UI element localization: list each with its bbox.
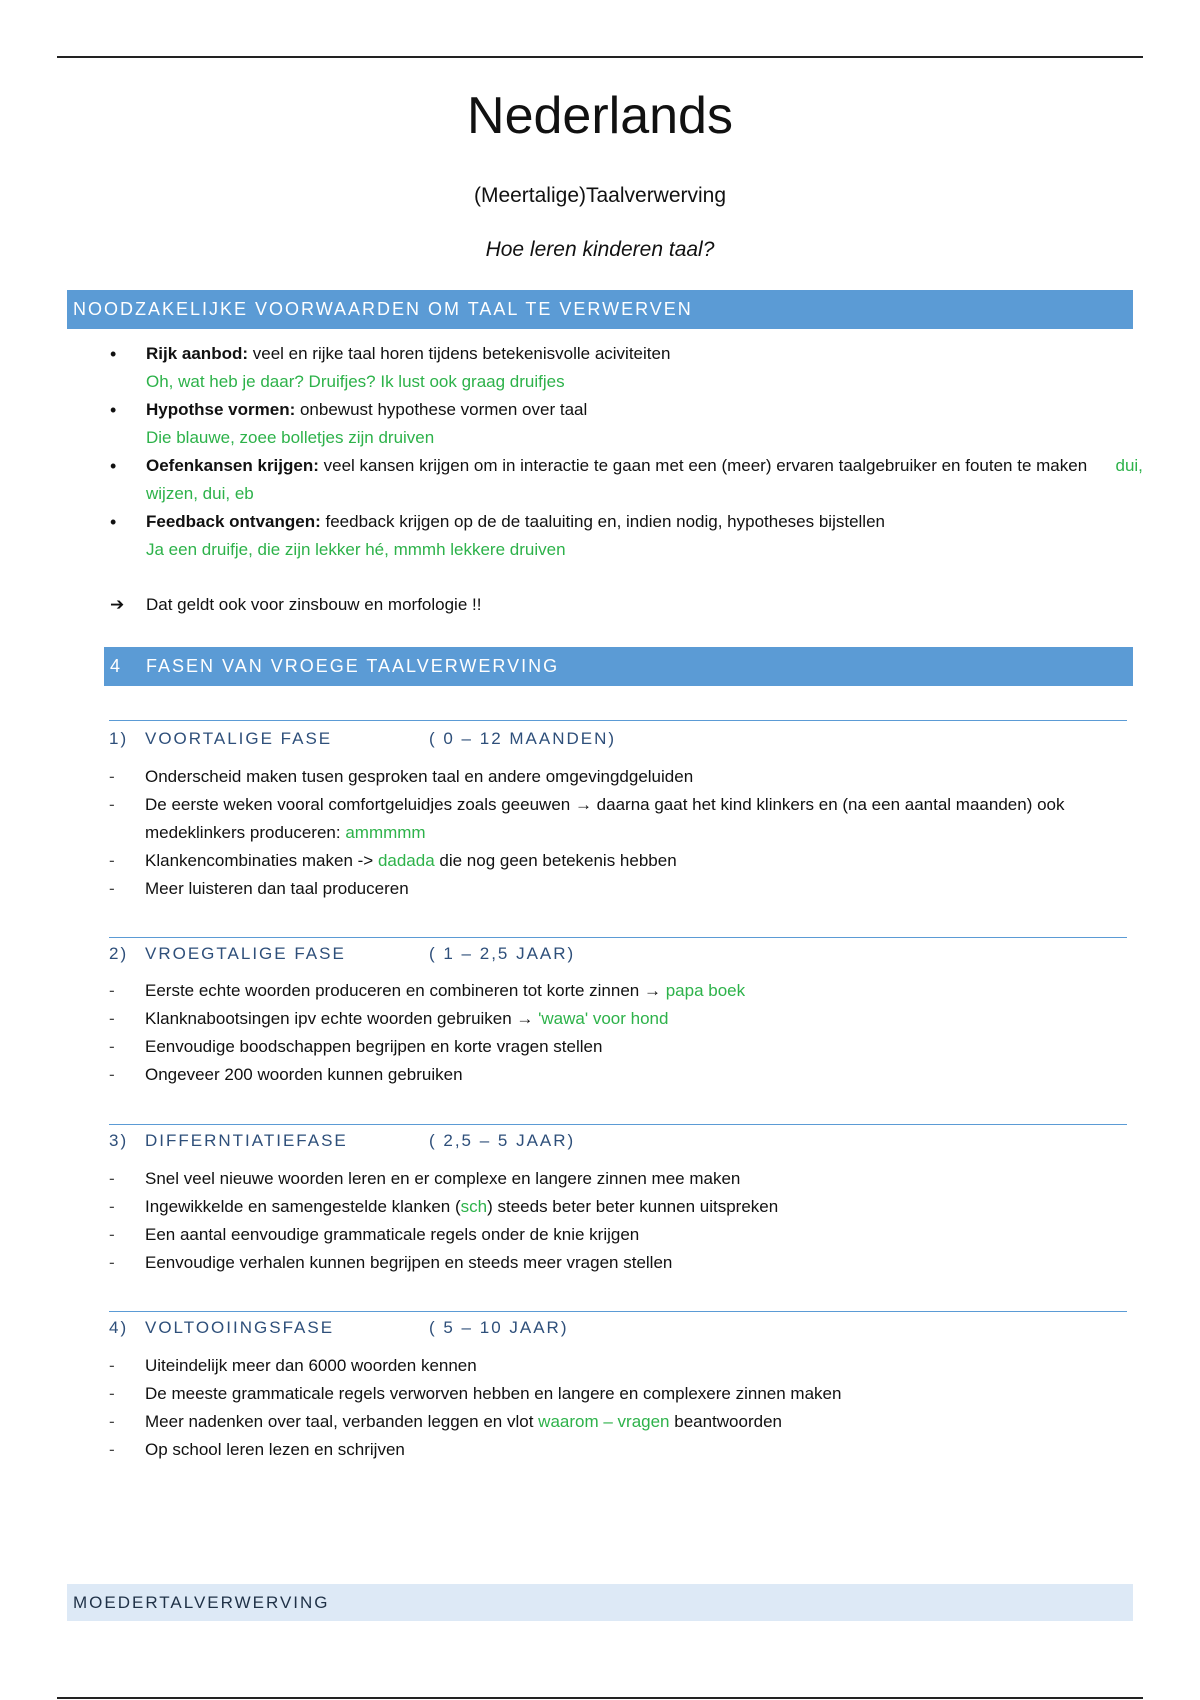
item-text: De eerste weken vooral comfortgeluidjes zoals geeuwen → daarna gaat het kind klinkers en (na een aantal maanden) ook medeklinkers produceren: xyxy=(145,795,1065,842)
conditions-list xyxy=(104,340,1144,564)
list-item xyxy=(109,1249,1139,1277)
item-text: Eenvoudige boodschappen begrijpen en korte vragen stellen xyxy=(145,1037,603,1056)
item-text: Meer luisteren dan taal produceren xyxy=(145,879,409,898)
document-subtitle: (Meertalige)Taalverwerving xyxy=(473,184,727,207)
phase-list xyxy=(109,1165,1139,1277)
list-item xyxy=(104,452,1144,508)
phase-label: VROEGTALIGE FASE xyxy=(145,944,346,963)
item-text: Ongeveer 200 woorden kunnen gebruiken xyxy=(145,1065,463,1084)
item-text: Eenvoudige verhalen kunnen begrijpen en steeds meer vragen stellen xyxy=(145,1253,673,1272)
item-text: Klankencombinaties maken -> xyxy=(145,851,378,870)
item-text: De meeste grammaticale regels verworven hebben en langere en complexere zinnen maken xyxy=(145,1384,842,1403)
arrow-icon: ➔ xyxy=(110,595,125,614)
phase-label: VOLTOOIINGSFASE xyxy=(145,1318,335,1337)
section-heading-conditions: NOODZAKELIJKE VOORWAARDEN OM TAAL TE VERWERVEN xyxy=(67,290,1133,329)
dash-marker: - xyxy=(109,1197,115,1216)
section-heading-phases xyxy=(104,647,1133,686)
item-text: Onderscheid maken tusen gesproken taal en andere omgevingdgeluiden xyxy=(145,767,694,786)
list-item xyxy=(109,977,1139,1005)
dash-marker: - xyxy=(109,851,115,870)
list-item xyxy=(109,1193,1139,1221)
item-term: Oefenkansen krijgen: xyxy=(146,456,319,475)
item-text: Een aantal eenvoudige grammaticale regels onder de knie krijgen xyxy=(145,1225,640,1244)
section-title: FASEN VAN VROEGE TAALVERWERVING xyxy=(146,656,560,676)
bullet-marker: • xyxy=(110,456,117,476)
phase-list xyxy=(109,763,1139,903)
phase-divider xyxy=(109,720,1127,721)
phase-age: ( 2,5 – 5 JAAR) xyxy=(429,1131,576,1150)
phase-divider xyxy=(109,1311,1127,1312)
item-text: die nog geen betekenis hebben xyxy=(434,851,677,870)
dash-marker: - xyxy=(109,1037,115,1056)
dash-marker: - xyxy=(109,767,115,786)
dash-marker: - xyxy=(109,981,115,1000)
phase-number: 3) xyxy=(109,1131,129,1150)
dash-marker: - xyxy=(109,1356,115,1375)
item-term: Feedback ontvangen: xyxy=(146,512,321,531)
list-item xyxy=(104,396,1144,452)
item-text: Meer nadenken over taal, verbanden leggen en vlot xyxy=(145,1412,539,1431)
item-text: Uiteindelijk meer dan 6000 woorden kennen xyxy=(145,1356,477,1375)
dash-marker: - xyxy=(109,1384,115,1403)
dash-marker: - xyxy=(109,1253,115,1272)
item-example: 'wawa' voor hond xyxy=(538,1009,669,1028)
list-item xyxy=(109,1380,1139,1408)
item-example: dui, wijzen, dui, eb xyxy=(146,456,1143,503)
item-text: onbewust hypothese vormen over taal xyxy=(295,400,588,419)
section-number: 4 xyxy=(110,656,123,676)
dash-marker: - xyxy=(109,1440,115,1459)
item-example: waarom – vragen xyxy=(538,1412,670,1431)
list-item xyxy=(109,847,1139,875)
list-item xyxy=(109,1033,1139,1061)
document-title: Nederlands xyxy=(467,87,733,145)
dash-marker: - xyxy=(109,1412,115,1431)
item-example: Ja een druifje, die zijn lekker hé, mmmh lekkere druiven xyxy=(146,540,566,559)
item-text: Snel veel nieuwe woorden leren en er complexe en langere zinnen mee maken xyxy=(145,1169,741,1188)
phase-label: VOORTALIGE FASE xyxy=(145,729,333,748)
list-item xyxy=(104,508,1144,564)
item-example: papa boek xyxy=(665,981,746,1000)
note-text: Dat geldt ook voor zinsbouw en morfologie !! xyxy=(146,595,482,614)
list-item xyxy=(109,1352,1139,1380)
list-item xyxy=(109,1436,1139,1464)
dash-marker: - xyxy=(109,879,115,898)
item-text: ) steeds beter beter kunnen uitspreken xyxy=(487,1197,779,1216)
dash-marker: - xyxy=(109,1009,115,1028)
phase-number: 4) xyxy=(109,1318,129,1337)
list-item xyxy=(109,1221,1139,1249)
phase-label: DIFFERNTIATIEFASE xyxy=(145,1131,348,1150)
item-example: Oh, wat heb je daar? Druifjes? Ik lust ook graag druifjes xyxy=(146,372,565,391)
dash-marker: - xyxy=(109,1169,115,1188)
item-text: veel en rijke taal horen tijdens betekenisvolle aciviteiten xyxy=(248,344,671,363)
phase-age: ( 5 – 10 JAAR) xyxy=(429,1318,569,1337)
list-item xyxy=(109,1165,1139,1193)
list-item xyxy=(109,791,1139,847)
phase-divider xyxy=(109,937,1127,938)
dash-marker: - xyxy=(109,1225,115,1244)
item-text: Ingewikkelde en samengestelde klanken ( xyxy=(145,1197,461,1216)
phase-list xyxy=(109,1352,1139,1464)
item-text: Op school leren lezen en schrijven xyxy=(145,1440,405,1459)
dash-marker: - xyxy=(109,795,115,814)
item-term: Rijk aanbod: xyxy=(146,344,249,363)
bullet-marker: • xyxy=(110,512,117,532)
phase-number: 1) xyxy=(109,729,129,748)
item-example: ammmmm xyxy=(345,823,426,842)
item-text: veel kansen krijgen om in interactie te gaan met een (meer) ervaren taalgebruiker en fouten te maken xyxy=(318,456,1088,475)
list-item xyxy=(109,1408,1139,1436)
item-example: sch xyxy=(460,1197,488,1216)
document-question: Hoe leren kinderen taal? xyxy=(485,238,715,261)
phase-list xyxy=(109,977,1139,1089)
item-term: Hypothse vormen: xyxy=(146,400,296,419)
bullet-marker: • xyxy=(110,344,117,364)
dash-marker: - xyxy=(109,1065,115,1084)
bullet-marker: • xyxy=(110,400,117,420)
list-item xyxy=(104,340,1144,396)
list-item xyxy=(109,875,1139,903)
phase-age: ( 1 – 2,5 JAAR) xyxy=(429,944,576,963)
item-text: feedback krijgen op de de taaluiting en, indien nodig, hypotheses bijstellen xyxy=(320,512,885,531)
list-item xyxy=(109,1005,1139,1033)
item-example: dadada xyxy=(377,851,435,870)
item-example: Die blauwe, zoee bolletjes zijn druiven xyxy=(146,428,435,447)
phase-number: 2) xyxy=(109,944,129,963)
top-rule xyxy=(57,56,1143,58)
phase-age: ( 0 – 12 MAANDEN) xyxy=(429,729,617,748)
phase-divider xyxy=(109,1124,1127,1125)
list-item xyxy=(109,763,1139,791)
item-text: Klanknabootsingen ipv echte woorden gebruiken → xyxy=(145,1009,539,1028)
item-text: beantwoorden xyxy=(669,1412,782,1431)
bottom-rule xyxy=(57,1697,1143,1699)
item-text: Eerste echte woorden produceren en combineren tot korte zinnen → xyxy=(145,981,666,1000)
list-item xyxy=(109,1061,1139,1089)
section-heading-mother-tongue: MOEDERTALVERWERVING xyxy=(67,1584,1133,1621)
